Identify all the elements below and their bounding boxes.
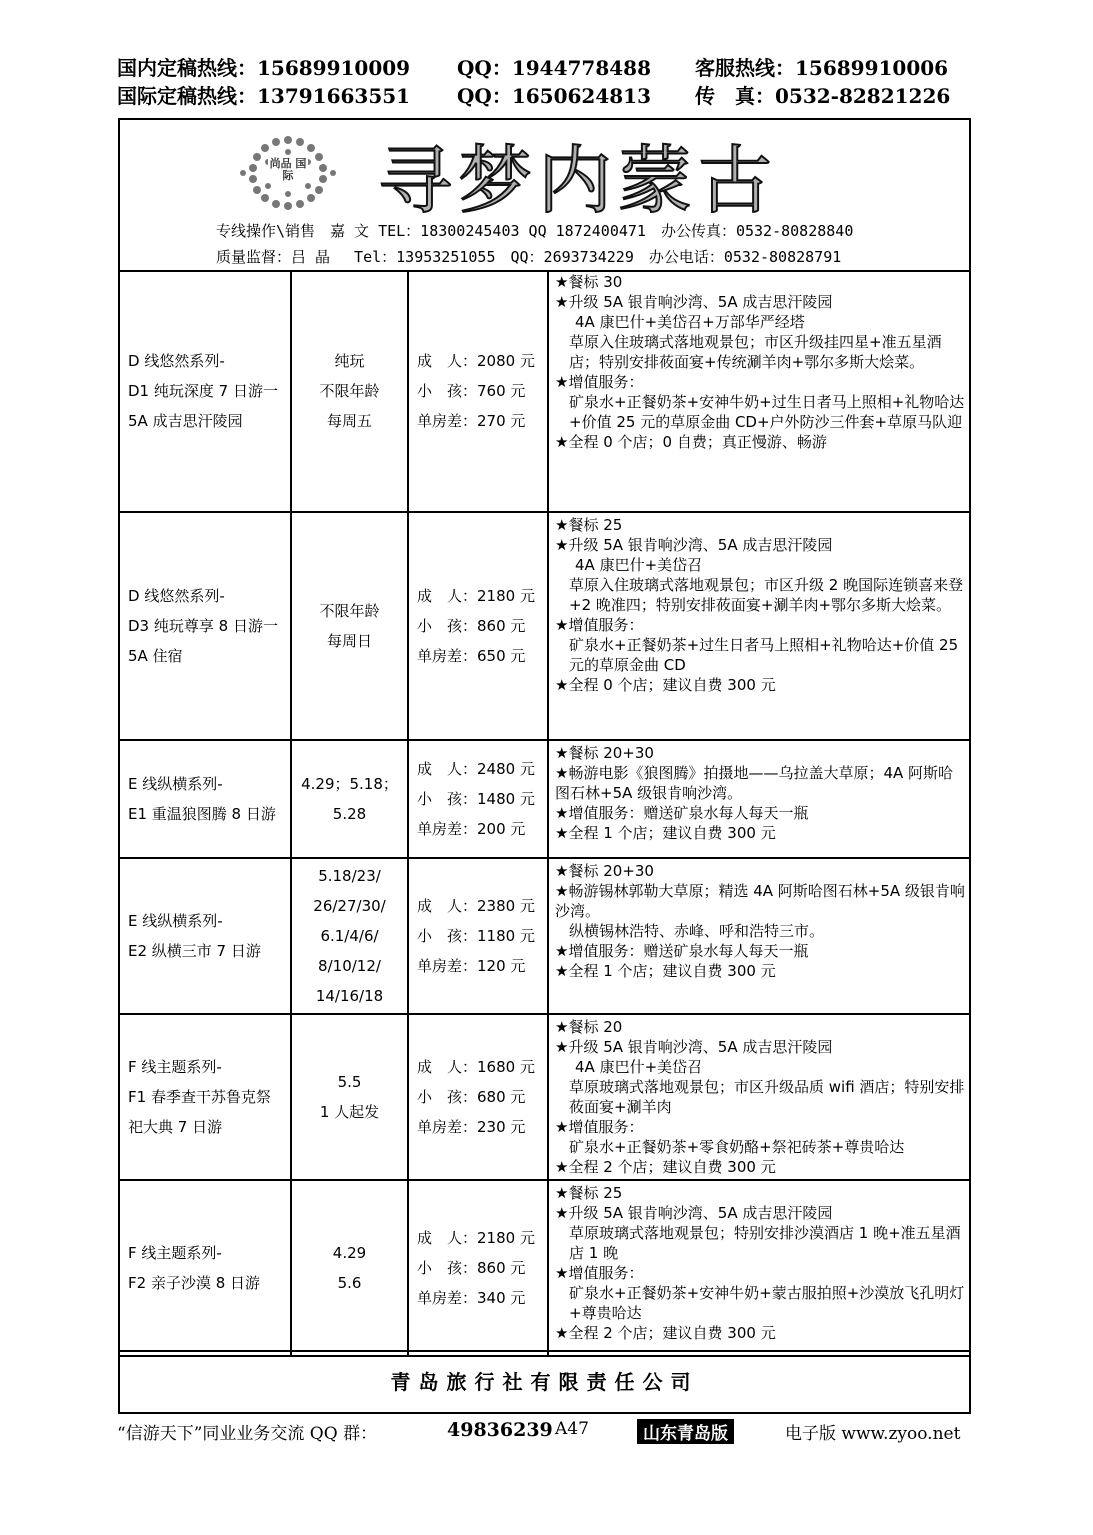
domestic-qq: QQ：1944778488 — [457, 56, 652, 80]
description-line: 4A 康巴什+美岱召 — [575, 1058, 703, 1076]
description-line: ★畅游锡林郭勒大草原；精选 4A 阿斯哈图石林+5A 级银肯响沙湾。 — [555, 882, 965, 920]
route-name-line: D1 纯玩深度 7 日游一 — [128, 381, 278, 400]
route-name-line: E1 重温狼图腾 8 日游 — [128, 805, 276, 823]
service-hotline: 客服热线：15689910006 — [695, 56, 949, 80]
hotline-row-1 — [117, 52, 977, 78]
route-name-line: 5A 成吉思汗陵园 — [128, 411, 243, 430]
route-prices-line: 成 人：2180 元 — [417, 1229, 535, 1247]
route-prices-line: 成 人：2380 元 — [417, 897, 535, 915]
route-name — [120, 1180, 291, 1356]
description-line: ★全程 1 个店；建议自费 300 元 — [555, 962, 776, 980]
domestic-hotline: 国内定稿热线：15689910009 — [117, 56, 411, 80]
route-prices — [408, 858, 548, 1014]
route-name — [120, 512, 291, 740]
description-line: ★全程 2 个店；建议自费 300 元 — [555, 1158, 776, 1176]
route-name-line: F 线主题系列- — [128, 1058, 222, 1076]
route-name-line: F 线主题系列- — [128, 1244, 222, 1262]
route-name-line: D 线悠然系列- — [128, 351, 225, 370]
description-line: ★增值服务： — [555, 1264, 644, 1282]
description-line: ★全程 0 个店；0 自费；真正慢游、畅游 — [555, 433, 827, 451]
description-line: ★增值服务：赠送矿泉水每人每天一瓶 — [555, 942, 809, 960]
flyer-header — [120, 120, 969, 272]
route-name-line: F2 亲子沙漠 8 日游 — [128, 1274, 261, 1292]
routes-table — [120, 270, 969, 1357]
international-qq: QQ：1650624813 — [457, 84, 652, 108]
route-prices-line: 单房差：120 元 — [417, 957, 526, 975]
sales-contact: 专线操作\销售 嘉 文 TEL：18300245403 QQ 1872400471 办公传真：0532-80828840 — [216, 222, 854, 240]
logo-text: 尚品 国际 — [269, 157, 307, 182]
route-name-line: E2 纵横三市 7 日游 — [128, 942, 261, 960]
route-dates — [291, 270, 408, 512]
route-prices-line: 小 孩：1480 元 — [417, 790, 535, 808]
route-dates — [291, 512, 408, 740]
route-dates — [291, 740, 408, 858]
route-prices-line: 小 孩：760 元 — [417, 381, 526, 400]
description-line: 矿泉水+正餐奶茶+零食奶酪+祭祀砖茶+尊贵哈达 — [569, 1138, 905, 1156]
description-line: ★餐标 20 — [555, 1018, 623, 1036]
description-line: 草原玻璃式落地观景包；特别安排沙漠酒店 1 晚+准五星酒店 1 晚 — [569, 1224, 961, 1262]
description-line: 纵横锡林浩特、赤峰、呼和浩特三市。 — [569, 922, 825, 940]
description-line: ★全程 0 个店；建议自费 300 元 — [555, 676, 776, 694]
route-description — [548, 858, 969, 1014]
route-prices-line: 成 人：2480 元 — [417, 760, 535, 778]
company-name: 青岛旅行社有限责任公司 — [120, 1350, 969, 1412]
route-name-line: E 线纵横系列- — [128, 775, 223, 793]
route-description — [548, 1014, 969, 1180]
description-line: 草原入住玻璃式落地观景包；市区升级 2 晚国际连锁喜来登+2 晚准四；特别安排莜面宴+涮羊肉+鄂尔多斯大烩菜。 — [569, 576, 964, 614]
quality-contact: 质量监督：吕 晶 Tel：13953251055 QQ：2693734229 办公电话：0532-80828791 — [216, 248, 842, 266]
route-row — [120, 1180, 969, 1356]
route-prices — [408, 270, 548, 512]
bottom-line — [117, 1419, 977, 1445]
description-line: ★餐标 25 — [555, 516, 623, 534]
route-prices-line: 小 孩：860 元 — [417, 1259, 526, 1277]
description-line: ★畅游电影《狼图腾》拍摄地——乌拉盖大草原；4A 阿斯哈图石林+5A 级银肯响沙湾。 — [555, 764, 954, 802]
route-name-line: F1 春季查干苏鲁克祭 — [128, 1088, 271, 1106]
route-prices — [408, 1180, 548, 1356]
route-dates-line: 5.6 — [337, 1274, 362, 1292]
description-line: 4A 康巴什+美岱召+万部华严经塔 — [575, 313, 805, 331]
international-hotline: 国际定稿热线：13791663551 — [117, 84, 411, 108]
route-dates-line: 每周日 — [326, 632, 372, 650]
route-row — [120, 512, 969, 740]
description-line: 矿泉水+正餐奶茶+过生日者马上照相+礼物哈达+价值 25 元的草原金曲 CD — [569, 636, 959, 674]
route-dates-line: 每周五 — [326, 411, 372, 430]
route-prices-line: 小 孩：680 元 — [417, 1088, 526, 1106]
route-description — [548, 512, 969, 740]
edition-badge: 山东青岛版 — [637, 1419, 734, 1444]
route-name-line: D3 纯玩尊享 8 日游一 — [128, 617, 278, 635]
qq-group-label: “信游天下”同业业务交流 QQ 群： — [117, 1424, 378, 1444]
route-description — [548, 740, 969, 858]
description-line: 草原入住玻璃式落地观景包；市区升级挂四星+准五星酒店；特别安排莜面宴+传统涮羊肉+鄂尔多斯大烩菜。 — [569, 333, 942, 371]
route-description — [548, 270, 969, 512]
route-prices — [408, 512, 548, 740]
description-line: 草原玻璃式落地观景包；市区升级品质 wifi 酒店；特别安排莜面宴+涮羊肉 — [569, 1078, 965, 1116]
route-row — [120, 270, 969, 512]
route-name-line: 祀大典 7 日游 — [128, 1118, 223, 1136]
route-name — [120, 740, 291, 858]
route-prices-line: 单房差：650 元 — [417, 647, 526, 665]
route-dates-line: 26/27/30/ — [313, 897, 386, 915]
route-prices-line: 单房差：270 元 — [417, 411, 526, 430]
route-name-line: 5A 住宿 — [128, 647, 183, 665]
description-line: ★增值服务： — [555, 373, 644, 391]
route-name — [120, 1014, 291, 1180]
route-row — [120, 740, 969, 858]
route-dates-line: 6.1/4/6/ — [320, 927, 379, 945]
route-name-line: D 线悠然系列- — [128, 587, 225, 605]
route-name — [120, 858, 291, 1014]
route-dates — [291, 1014, 408, 1180]
description-line: 矿泉水+正餐奶茶+安神牛奶+过生日者马上照相+礼物哈达+价值 25 元的草原金曲 CD+户外防沙三件套+草原马队迎 — [569, 393, 965, 431]
flyer-title: 寻梦内蒙古 — [378, 138, 778, 224]
description-line: ★增值服务： — [555, 616, 644, 634]
flyer-frame — [118, 118, 971, 1414]
route-prices-line: 成 人：2080 元 — [417, 351, 535, 370]
route-dates-line: 不限年龄 — [319, 381, 380, 400]
route-prices-line: 小 孩：860 元 — [417, 617, 526, 635]
route-name-line: E 线纵横系列- — [128, 912, 223, 930]
route-dates-line: 纯玩 — [334, 351, 365, 370]
description-line: ★增值服务：赠送矿泉水每人每天一瓶 — [555, 804, 809, 822]
website-link[interactable]: 电子版 www.zyoo.net — [785, 1424, 961, 1444]
route-dates-line: 5.18/23/ — [318, 867, 381, 885]
description-line: ★餐标 20+30 — [555, 862, 654, 880]
route-name — [120, 270, 291, 512]
route-dates-line: 4.29；5.18； — [301, 775, 398, 793]
description-line: ★增值服务： — [555, 1118, 644, 1136]
route-dates-line: 5.5 — [337, 1073, 362, 1091]
route-dates-line: 1 人起发 — [319, 1103, 380, 1121]
route-prices-line: 小 孩：1180 元 — [417, 927, 535, 945]
description-line: ★升级 5A 银肯响沙湾、5A 成吉思汗陵园 — [555, 1038, 833, 1056]
route-dates-line: 不限年龄 — [319, 602, 380, 620]
route-prices-line: 单房差：230 元 — [417, 1118, 526, 1136]
route-dates-line: 8/10/12/ — [318, 957, 381, 975]
description-line: ★餐标 30 — [555, 273, 623, 291]
route-dates-line: 14/16/18 — [315, 987, 384, 1005]
route-dates — [291, 1180, 408, 1356]
route-dates-line: 5.28 — [332, 805, 367, 823]
route-dates-line: 4.29 — [332, 1244, 367, 1262]
route-prices — [408, 740, 548, 858]
description-line: 矿泉水+正餐奶茶+安神牛奶+蒙古服拍照+沙漠放飞孔明灯+尊贵哈达 — [569, 1284, 965, 1322]
route-prices-line: 成 人：1680 元 — [417, 1058, 535, 1076]
route-row — [120, 858, 969, 1014]
fax-number: 传 真：0532-82821226 — [695, 84, 951, 108]
route-row — [120, 1014, 969, 1180]
company-logo — [238, 132, 338, 212]
route-prices-line: 单房差：200 元 — [417, 820, 526, 838]
description-line: ★全程 1 个店；建议自费 300 元 — [555, 824, 776, 842]
page-number: A47 — [555, 1419, 589, 1439]
description-line: ★餐标 25 — [555, 1184, 623, 1202]
description-line: ★全程 2 个店；建议自费 300 元 — [555, 1324, 776, 1342]
hotline-row-2 — [117, 80, 977, 106]
route-dates — [291, 858, 408, 1014]
qq-group-number: 49836239 — [447, 1419, 553, 1441]
description-line: 4A 康巴什+美岱召 — [575, 556, 703, 574]
route-description — [548, 1180, 969, 1356]
description-line: ★升级 5A 银肯响沙湾、5A 成吉思汗陵园 — [555, 293, 833, 311]
description-line: ★餐标 20+30 — [555, 744, 654, 762]
route-prices — [408, 1014, 548, 1180]
route-prices-line: 成 人：2180 元 — [417, 587, 535, 605]
description-line: ★升级 5A 银肯响沙湾、5A 成吉思汗陵园 — [555, 536, 833, 554]
route-prices-line: 单房差：340 元 — [417, 1289, 526, 1307]
description-line: ★升级 5A 银肯响沙湾、5A 成吉思汗陵园 — [555, 1204, 833, 1222]
